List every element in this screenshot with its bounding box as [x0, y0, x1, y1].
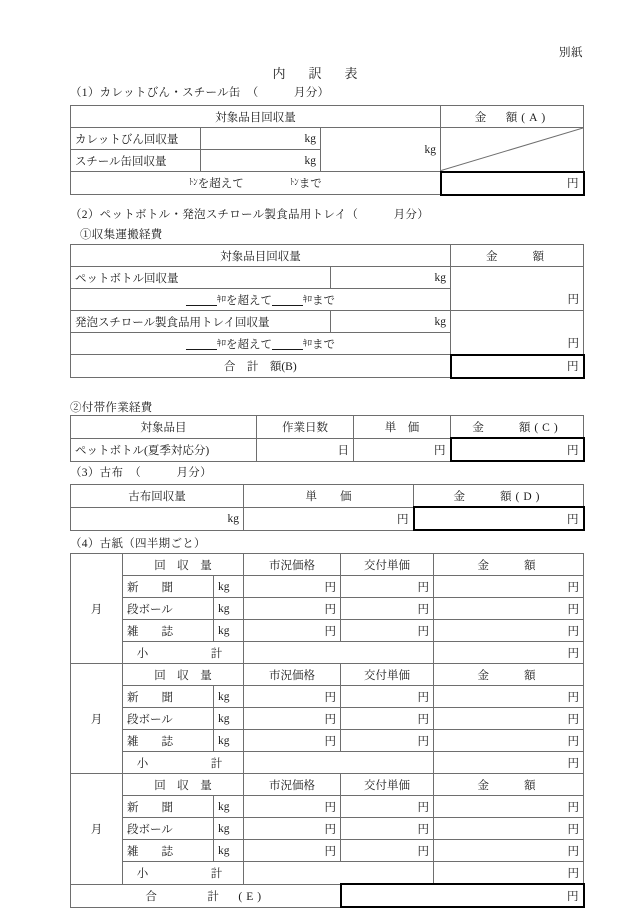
table-header-row — [71, 554, 584, 576]
section2-sub2-header-days: 作業日数 — [257, 416, 354, 439]
section4-block0-subtotal-value[interactable]: 円 — [434, 642, 584, 664]
section2-block1-tail: まで — [312, 338, 336, 351]
section2-sub2-row-days[interactable]: 日 — [257, 438, 354, 461]
section4-block0-row2-market[interactable]: 円 — [244, 620, 341, 642]
section4-block0-row2-item: 雑 誌 — [123, 620, 214, 642]
section1-range-unit1: ﾄﾝ — [188, 177, 198, 187]
section3-table — [70, 484, 585, 531]
table-header-row — [71, 774, 584, 796]
table-row — [71, 796, 584, 818]
section4-block2-row2-grant[interactable]: 円 — [341, 840, 434, 862]
section2-sub2-table — [70, 415, 585, 462]
section4-block0-subtotal-spacer — [244, 642, 434, 664]
section1-row1-label: スチール缶回収量 — [71, 150, 201, 172]
section4-block0-row1-item: 段ボール — [123, 598, 214, 620]
table-row — [71, 686, 584, 708]
table-row — [71, 311, 584, 333]
table-row — [71, 862, 584, 885]
table-row — [71, 708, 584, 730]
table-header-row — [71, 664, 584, 686]
section1-range-tail: まで — [298, 178, 322, 190]
section4-block2-row2-market[interactable]: 円 — [244, 840, 341, 862]
table-row — [71, 355, 584, 378]
section4-block2-row1-weight[interactable]: kg — [214, 818, 244, 840]
page-title: 内 訳 表 — [272, 66, 363, 81]
table-row — [71, 128, 584, 150]
section4-block0-row1-amount[interactable]: 円 — [434, 598, 584, 620]
section2-block1-mid: を超えて — [226, 338, 272, 351]
section2-block1-range[interactable] — [71, 333, 451, 355]
section1-row0-label: カレットびん回収量 — [71, 128, 201, 150]
table-header-row — [71, 485, 584, 508]
section1-row1-unit[interactable]: kg — [201, 150, 321, 172]
section2-sub2-header-price: 単 価 — [354, 416, 451, 439]
section2-block1-label: 発泡スチロール製食品用トレイ回収量 — [71, 311, 331, 333]
section2-block1-unit1: ｷﾛ — [216, 337, 226, 348]
section2-amount-c-value[interactable]: 円 — [451, 438, 584, 461]
section3-row-weight[interactable]: kg — [71, 507, 244, 530]
section4-block0-row0-market[interactable]: 円 — [244, 576, 341, 598]
section4-block2-header-weight: 回 収 量 — [123, 774, 244, 796]
section2-header-amount: 金 額 — [451, 245, 584, 267]
section4-block1-row2-grant[interactable]: 円 — [341, 730, 434, 752]
section2-block0-range-blank2[interactable] — [272, 295, 303, 307]
section4-block1-subtotal-value[interactable]: 円 — [434, 752, 584, 774]
table-row — [71, 642, 584, 664]
section4-block1-subtotal-spacer — [244, 752, 434, 774]
section2-block0-tail: まで — [312, 294, 336, 307]
section4-block1-header-weight: 回 収 量 — [123, 664, 244, 686]
section4-block0-header-market: 市況価格 — [244, 554, 341, 576]
section1-header-items: 対象品目回収量 — [71, 106, 441, 128]
section4-block0-header-amount: 金 額 — [434, 554, 584, 576]
table-row — [71, 730, 584, 752]
table-row — [71, 507, 584, 530]
section4-block0-row1-market[interactable]: 円 — [244, 598, 341, 620]
section4-block0-row2-weight[interactable]: kg — [214, 620, 244, 642]
section4-block2-row1-amount[interactable]: 円 — [434, 818, 584, 840]
table-row — [71, 620, 584, 642]
section4-block0-row0-item: 新 聞 — [123, 576, 214, 598]
section4-block2-row2-weight[interactable]: kg — [214, 840, 244, 862]
table-header-row — [71, 245, 584, 267]
section2-block1-range-blank1[interactable] — [186, 339, 217, 351]
section4-block1-header-market: 市況価格 — [244, 664, 341, 686]
table-row — [71, 576, 584, 598]
section4-block0-subtotal-label: 小 計 — [123, 642, 244, 664]
section1-range-unit2: ﾄﾝ — [289, 177, 299, 187]
section2-header-items: 対象品目回収量 — [71, 245, 451, 267]
table-row — [71, 438, 584, 461]
section3-amount-d-value[interactable]: 円 — [414, 507, 584, 530]
section4-block1-row1-amount[interactable]: 円 — [434, 708, 584, 730]
section2-block1-unit2: ｷﾛ — [303, 337, 313, 348]
section4-block1-row0-market[interactable]: 円 — [244, 686, 341, 708]
section2-sub1-caption: ①収集運搬経費 — [80, 229, 163, 241]
table-row — [71, 884, 584, 907]
section4-block0-header-grant: 交付単価 — [341, 554, 434, 576]
section4-block1-row2-amount[interactable]: 円 — [434, 730, 584, 752]
section4-block0-row1-weight[interactable]: kg — [214, 598, 244, 620]
table-row — [71, 267, 584, 289]
section4-block2-row0-item: 新 聞 — [123, 796, 214, 818]
section4-block1-row1-weight[interactable]: kg — [214, 708, 244, 730]
section3-caption: （3）古布 （ 月分） — [70, 467, 212, 479]
section2-sub2-header-amount: 金 額(C) — [451, 416, 584, 439]
section4-caption: （4）古紙（四半期ごと） — [70, 538, 206, 550]
section1-header-amount: 金 額(A) — [441, 106, 584, 128]
section4-block1-row0-weight[interactable]: kg — [214, 686, 244, 708]
corner-label: 別紙 — [559, 47, 583, 59]
section4-block2-month[interactable]: 月 — [71, 774, 123, 885]
section1-range-mid: を超えて — [197, 178, 244, 190]
section4-block2-row2-item: 雑 誌 — [123, 840, 214, 862]
section4-block1-row2-weight[interactable]: kg — [214, 730, 244, 752]
section4-block1-row2-item: 雑 誌 — [123, 730, 214, 752]
table-header-row — [71, 416, 584, 439]
section4-block1-month[interactable]: 月 — [71, 664, 123, 774]
section4-block0-month[interactable]: 月 — [71, 554, 123, 664]
section2-caption: （2）ペットボトル・発泡スチロール製食品用トレイ（ 月分） — [70, 209, 430, 221]
section2-block1-weight[interactable]: kg — [331, 311, 451, 333]
section3-row-price[interactable]: 円 — [244, 507, 414, 530]
section4-block0-row1-grant[interactable]: 円 — [341, 598, 434, 620]
section4-block2-row2-amount[interactable]: 円 — [434, 840, 584, 862]
section4-block1-subtotal-label: 小 計 — [123, 752, 244, 774]
section4-block2-subtotal-spacer — [244, 862, 434, 885]
section4-block2-row0-weight[interactable]: kg — [214, 796, 244, 818]
section4-block1-row1-item: 段ボール — [123, 708, 214, 730]
section2-sub2-caption: ②付帯作業経費 — [70, 402, 153, 414]
section4-block1-row0-grant[interactable]: 円 — [341, 686, 434, 708]
section4-amount-e-value[interactable]: 円 — [341, 884, 584, 907]
section4-grand-total-label: 合 計 (E) — [71, 884, 341, 907]
section4-block1-row2-market[interactable]: 円 — [244, 730, 341, 752]
section2-total-b-label: 合 計 額(B) — [71, 355, 451, 378]
diagonal-strike-icon — [441, 128, 583, 171]
section3-header-amount: 金 額(D) — [414, 485, 584, 508]
section1-caption: （1）カレットびん・スチール缶 （ 月分） — [70, 87, 330, 99]
section4-block1-header-grant: 交付単価 — [341, 664, 434, 686]
table-row — [71, 752, 584, 774]
section2-sub1-table — [70, 244, 585, 379]
section4-table — [70, 553, 585, 908]
section2-block0-unit2: ｷﾛ — [303, 293, 313, 304]
section2-block0-unit1: ｷﾛ — [216, 293, 226, 304]
section4-block2-subtotal-value[interactable]: 円 — [434, 862, 584, 885]
section4-block0-row2-grant[interactable]: 円 — [341, 620, 434, 642]
section2-block0-range-blank1[interactable] — [186, 295, 217, 307]
section2-block0-amount[interactable]: 円 — [451, 267, 584, 311]
section4-block2-row0-amount[interactable]: 円 — [434, 796, 584, 818]
section1-table — [70, 105, 585, 196]
section4-block2-row0-grant[interactable]: 円 — [341, 796, 434, 818]
table-header-row — [71, 106, 584, 128]
section4-block0-row0-grant[interactable]: 円 — [341, 576, 434, 598]
section1-amount-diagonal-cell — [441, 128, 584, 172]
section2-sub2-row-label: ペットボトル(夏季対応分) — [71, 438, 257, 461]
section4-block2-header-amount: 金 額 — [434, 774, 584, 796]
section3-header-price: 単 価 — [244, 485, 414, 508]
section4-block0-row2-amount[interactable]: 円 — [434, 620, 584, 642]
section2-block1-amount[interactable]: 円 — [451, 311, 584, 355]
section1-amount-a-value[interactable]: 円 — [441, 172, 584, 195]
section1-total-weight[interactable]: kg — [321, 128, 441, 172]
section4-block0-row0-amount[interactable]: 円 — [434, 576, 584, 598]
section2-block0-weight[interactable]: kg — [331, 267, 451, 289]
section3-header-weight: 古布回収量 — [71, 485, 244, 508]
section2-block0-mid: を超えて — [226, 294, 272, 307]
section2-sub2-row-price[interactable]: 円 — [354, 438, 451, 461]
table-row — [71, 840, 584, 862]
section4-block0-header-weight: 回 収 量 — [123, 554, 244, 576]
section4-block1-header-amount: 金 額 — [434, 664, 584, 686]
section4-block2-row1-item: 段ボール — [123, 818, 214, 840]
section4-block2-subtotal-label: 小 計 — [123, 862, 244, 885]
section4-block1-row0-item: 新 聞 — [123, 686, 214, 708]
section2-total-b-value[interactable]: 円 — [451, 355, 584, 378]
section4-block1-row1-grant[interactable]: 円 — [341, 708, 434, 730]
table-row — [71, 598, 584, 620]
section4-block2-header-grant: 交付単価 — [341, 774, 434, 796]
section1-range-row[interactable] — [71, 172, 441, 195]
section4-block2-header-market: 市況価格 — [244, 774, 341, 796]
section2-block0-label: ペットボトル回収量 — [71, 267, 331, 289]
section2-sub2-header-item: 対象品目 — [71, 416, 257, 439]
section4-block2-row1-market[interactable]: 円 — [244, 818, 341, 840]
section4-block1-row0-amount[interactable]: 円 — [434, 686, 584, 708]
section2-block0-range[interactable] — [71, 289, 451, 311]
section4-block2-row1-grant[interactable]: 円 — [341, 818, 434, 840]
section1-row0-unit[interactable]: kg — [201, 128, 321, 150]
table-row — [71, 172, 584, 195]
section4-block2-row0-market[interactable]: 円 — [244, 796, 341, 818]
section4-block0-row0-weight[interactable]: kg — [214, 576, 244, 598]
section4-block1-row1-market[interactable]: 円 — [244, 708, 341, 730]
table-row — [71, 818, 584, 840]
section2-block1-range-blank2[interactable] — [272, 339, 303, 351]
